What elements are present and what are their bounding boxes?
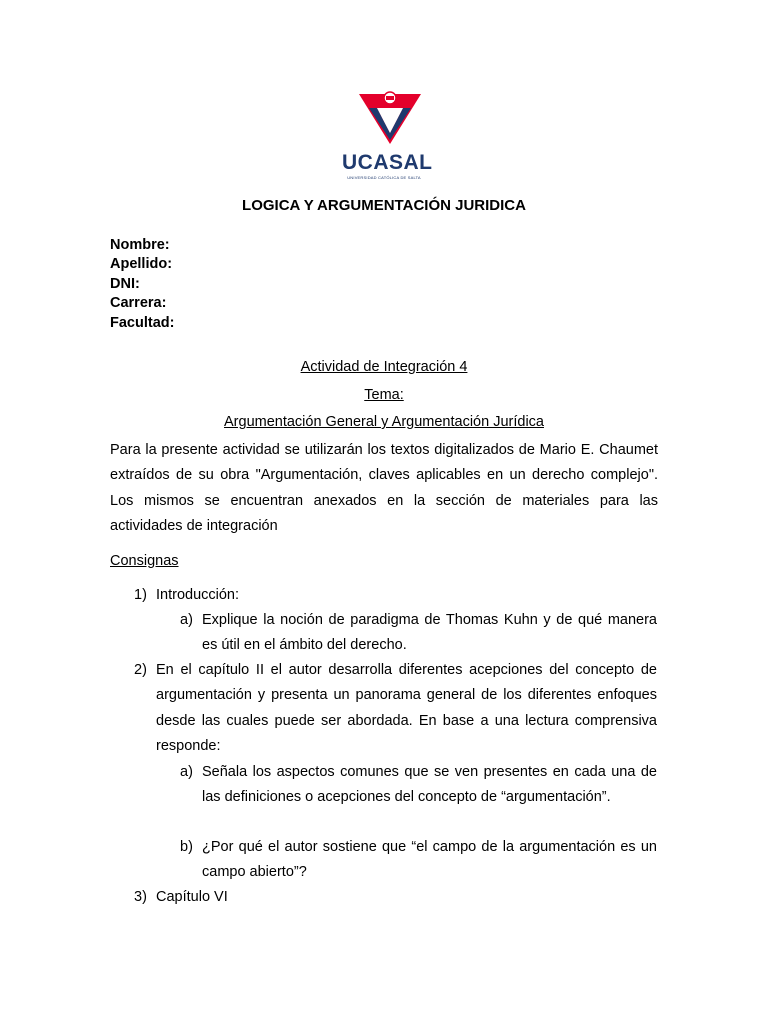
logo-tagline: UNIVERSIDAD CATÓLICA DE SALTA [347, 175, 421, 180]
field-carrera: Carrera: [110, 295, 167, 312]
item-number: a) [180, 612, 193, 628]
field-apellido: Apellido: [110, 256, 173, 273]
logo-v-mark [355, 88, 425, 150]
field-facultad: Facultad: [110, 314, 175, 331]
activity-heading: Actividad de Integración 4 [300, 359, 468, 375]
item-number: b) [180, 839, 193, 855]
item-text: Capítulo VI [156, 889, 228, 905]
tema-heading: Argumentación General y Argumentación Jurídica [224, 414, 544, 430]
item-text: Introducción: [156, 587, 240, 603]
logo-wordmark: UCASAL [342, 151, 433, 174]
field-nombre: Nombre: [110, 237, 170, 253]
item-number: 2) [134, 662, 147, 678]
item-number: 1) [134, 587, 147, 603]
item-number: 3) [134, 889, 147, 905]
item-number: a) [180, 764, 193, 780]
item-text: En el capítulo II el autor desarrolla diferentes acepciones del concepto de argumentación y presenta un panorama general de los diferentes enfoques desde las cuales puede ser abordada. En base a una lectura comprensiva responde: [156, 662, 657, 755]
tema-label: Tema: [364, 387, 404, 403]
intro-paragraph: Para la presente actividad se utilizarán los textos digitalizados de Mario E. Chaumet extraídos de su obra "Argumentación, claves aplicables en un derecho complejo". Los mismos se encuentran anexados en la sección de materiales para las actividades de integración [110, 442, 658, 535]
document-title: LOGICA Y ARGUMENTACIÓN JURIDICA [242, 197, 526, 214]
field-dni: DNI: [110, 275, 140, 292]
student-fields [110, 236, 174, 333]
consignas-heading: Consignas [110, 553, 179, 569]
item-text: Explique la noción de paradigma de Thomas Kuhn y de qué manera es útil en el ámbito del derecho. [202, 612, 657, 654]
item-text: Señala los aspectos comunes que se ven presentes en cada una de las definiciones o acepciones del concepto de “argumentación”. [202, 764, 657, 806]
item-text: ¿Por qué el autor sostiene que “el campo de la argumentación es un campo abierto”? [202, 839, 657, 881]
